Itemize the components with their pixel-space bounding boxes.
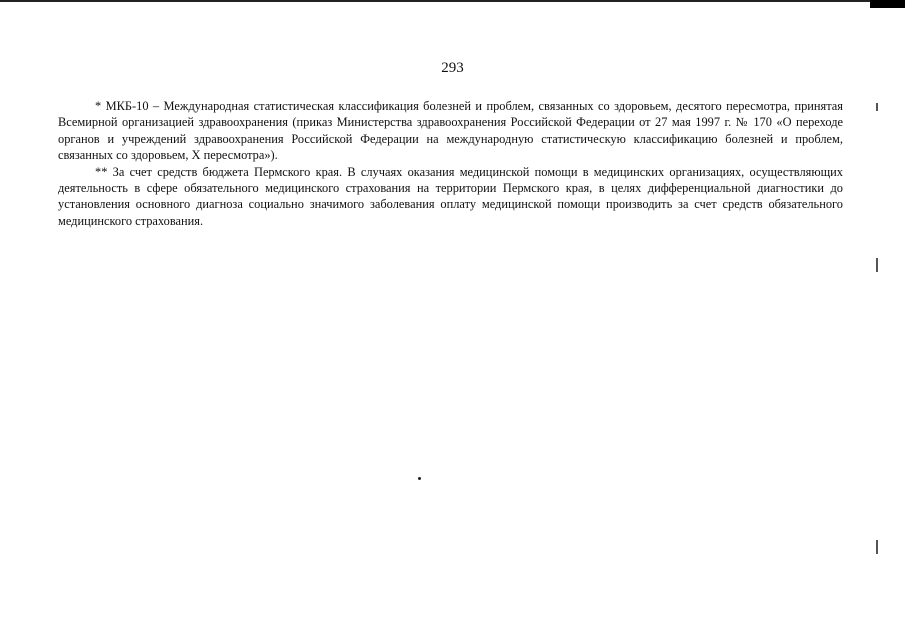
scan-edge-mark	[876, 103, 878, 111]
scan-edge-mark	[876, 540, 878, 554]
scan-top-border	[0, 0, 905, 2]
scan-edge-mark	[876, 258, 878, 272]
footnote-icd10: * МКБ-10 – Международная статистическая классификация болезней и проблем, связанных со здоровьем, десятого пересмотра, принятая Всемирной организацией здравоохранения (приказ Министерства здравоохранения Российской Федерации от 27 мая 1997 г. № 170 «О переходе органов и учреждений здравоохранения Российской Федерации на международную статистическую классификацию болезней и проблем, связанных со здоровьем, X пересмотра»).	[58, 99, 843, 163]
scan-speck	[418, 477, 421, 480]
page-number: 293	[441, 60, 464, 76]
scan-corner-mark	[870, 0, 905, 8]
footnote-budget: ** За счет средств бюджета Пермского края. В случаях оказания медицинской помощи в медицинских организациях, осуществляющих деятельность в сфере обязательного медицинского страхования на территории Пермского края, в целях дифференциальной диагностики до установления основного диагноза социально значимого заболевания оплату медицинской помощи производить за счет средств обязательного медицинского страхования.	[58, 164, 843, 228]
footnotes-block	[58, 98, 843, 229]
